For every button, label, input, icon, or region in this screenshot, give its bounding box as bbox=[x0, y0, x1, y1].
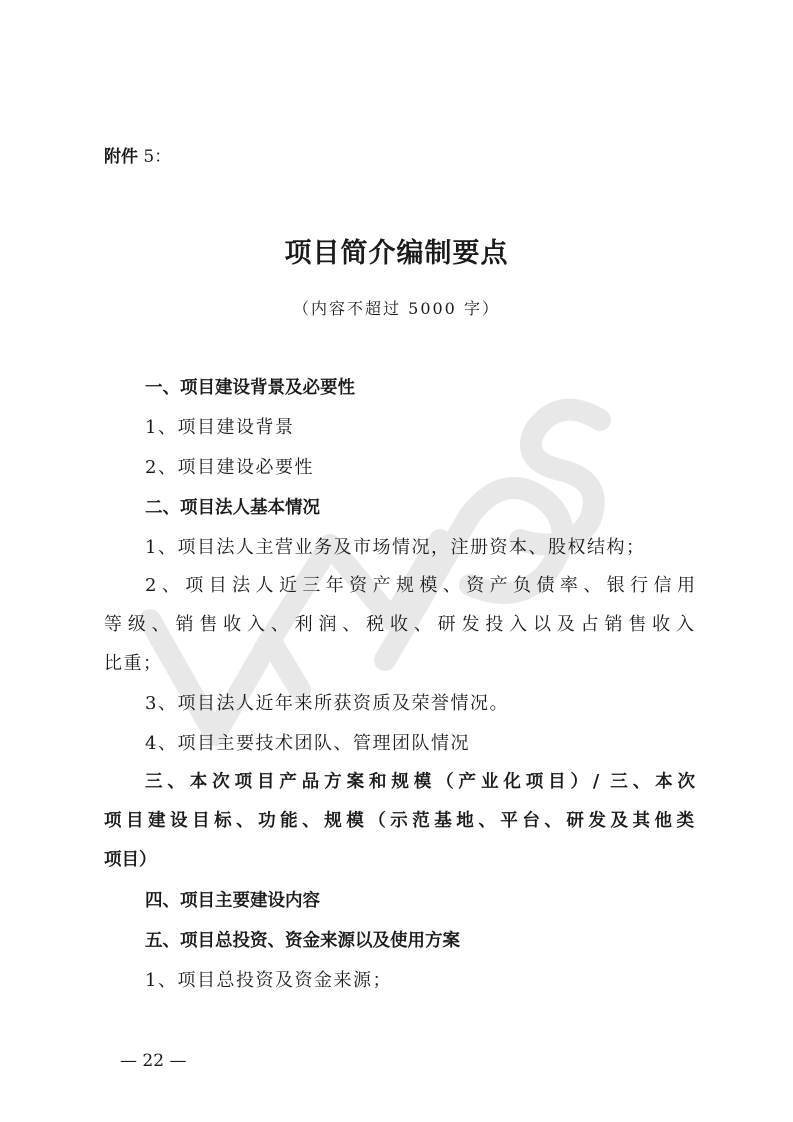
paragraph-line: 2、项目法人近三年资产规模、资产负债率、银行信用 bbox=[145, 575, 695, 596]
page-title: 项目简介编制要点 bbox=[284, 238, 509, 269]
section-heading-5: 五、项目总投资、资金来源以及使用方案 bbox=[145, 931, 460, 951]
list-item: 1、项目总投资及资金来源； bbox=[145, 970, 392, 991]
paragraph-line: 比重； bbox=[104, 653, 163, 674]
list-item: 2、项目建设必要性 bbox=[145, 457, 314, 478]
section-heading-2: 二、项目法人基本情况 bbox=[145, 498, 320, 518]
list-item: 4、项目主要技术团队、管理团队情况 bbox=[145, 733, 470, 754]
section-heading-3-cont: 项目） bbox=[104, 850, 157, 870]
list-item: 1、项目法人主营业务及市场情况，注册资本、股权结构； bbox=[145, 537, 646, 558]
page-subtitle: （内容不超过 5000 字） bbox=[293, 299, 500, 318]
watermark-w-left bbox=[150, 620, 300, 735]
paragraph-line: 等级、销售收入、利润、税收、研发投入以及占销售收入 bbox=[104, 614, 694, 635]
page-number: — 22 — bbox=[120, 1051, 187, 1071]
list-item: 1、项目建设背景 bbox=[145, 417, 295, 438]
section-heading-4: 四、项目主要建设内容 bbox=[145, 891, 320, 911]
attachment-label: 附件 5： bbox=[104, 147, 172, 167]
section-heading-1: 一、项目建设背景及必要性 bbox=[145, 378, 355, 398]
section-heading-3-cont: 项目建设目标、功能、规模（示范基地、平台、研发及其他类 bbox=[104, 811, 694, 831]
list-item: 3、项目法人近年来所获资质及荣誉情况。 bbox=[145, 693, 509, 714]
section-heading-3: 三、本次项目产品方案和规模（产业化项目）/ 三、本次 bbox=[145, 772, 695, 792]
